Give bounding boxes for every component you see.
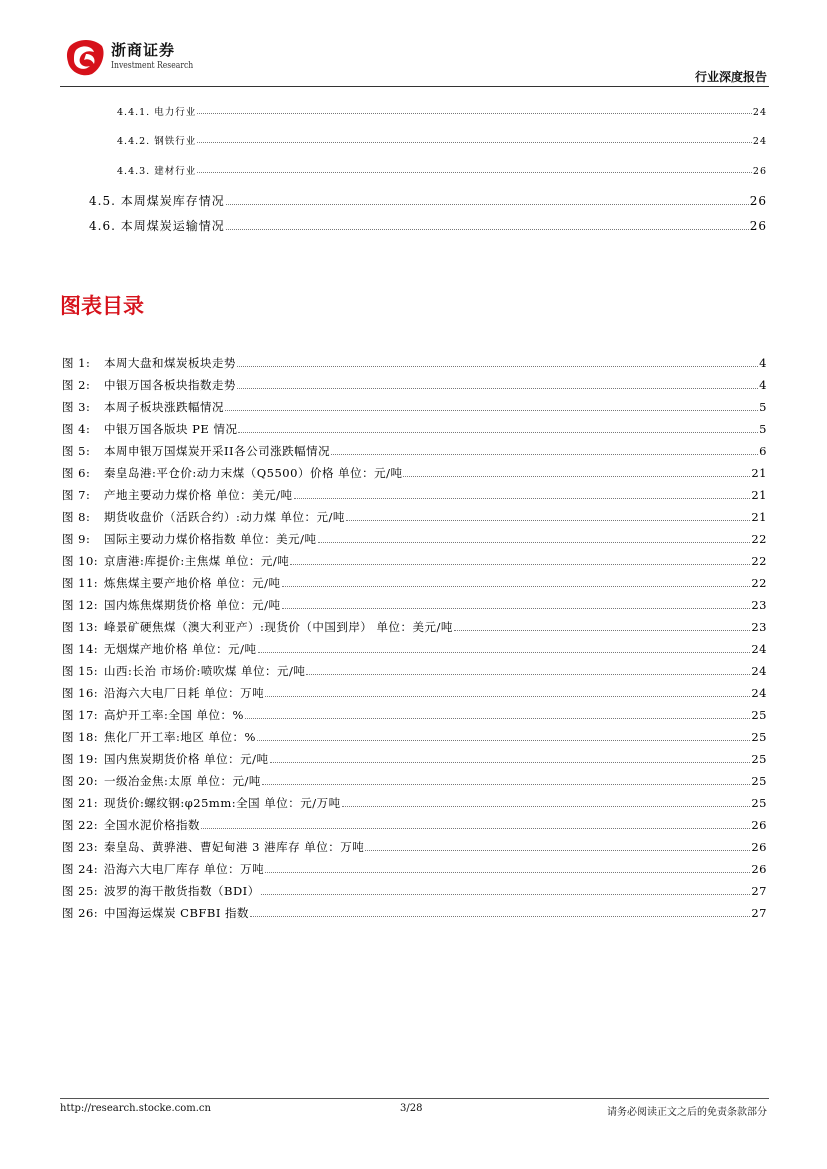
leader-dots <box>197 113 752 114</box>
figure-entry[interactable] <box>62 399 767 415</box>
figure-number: 图 12: <box>62 598 99 612</box>
figure-title: 波罗的海干散货指数（BDI） <box>104 884 260 898</box>
figure-entry[interactable] <box>62 707 767 723</box>
figure-number: 图 8: <box>62 510 91 524</box>
figure-entry[interactable] <box>62 905 767 921</box>
figure-number: 图 10: <box>62 554 99 568</box>
leader-dots <box>306 674 750 675</box>
header-divider <box>60 86 769 87</box>
figure-page: 25 <box>751 730 767 744</box>
figure-entry[interactable] <box>62 421 767 437</box>
figure-entry[interactable] <box>62 663 767 679</box>
figure-title: 中银万国各版块 PE 情况 <box>104 422 238 436</box>
leader-dots <box>201 828 750 829</box>
figure-title: 秦皇岛、黄骅港、曹妃甸港 3 港库存 单位：万吨 <box>104 840 365 854</box>
figure-title: 中银万国各板块指数走势 <box>104 378 236 392</box>
figure-page: 25 <box>751 774 767 788</box>
figure-entry[interactable] <box>62 883 767 899</box>
figure-number: 图 19: <box>62 752 99 766</box>
toc-entry[interactable] <box>89 192 767 209</box>
figure-number: 图 9: <box>62 532 91 546</box>
figure-number: 图 26: <box>62 906 99 920</box>
figure-title: 一级冶金焦:太原 单位：元/吨 <box>104 774 261 788</box>
figure-entry[interactable] <box>62 685 767 701</box>
figure-title: 中国海运煤炭 CBFBI 指数 <box>104 906 250 920</box>
logo-cn-text: 浙商证券 <box>111 41 176 59</box>
leader-dots <box>250 916 750 917</box>
toc-entry[interactable] <box>89 217 767 234</box>
figure-entry[interactable] <box>62 619 767 635</box>
figure-title: 高炉开工率:全国 单位：% <box>104 708 244 722</box>
leader-dots <box>237 366 758 367</box>
figure-title: 期货收盘价（活跃合约）:动力煤 单位：元/吨 <box>104 510 345 524</box>
figure-number: 图 21: <box>62 796 99 810</box>
toc-entry-page: 26 <box>752 166 767 177</box>
toc-entry-label: 4.4.3. 建材行业 <box>117 166 197 177</box>
company-logo <box>64 38 284 82</box>
figure-entry[interactable] <box>62 509 767 525</box>
figure-title: 沿海六大电厂库存 单位：万吨 <box>104 862 265 876</box>
leader-dots <box>226 204 749 205</box>
leader-dots <box>318 542 751 543</box>
figure-page: 23 <box>751 598 767 612</box>
figure-page: 24 <box>751 664 767 678</box>
figure-title: 本周申银万国煤炭开采II各公司涨跌幅情况 <box>104 444 331 458</box>
figure-number: 图 14: <box>62 642 99 656</box>
figure-entry[interactable] <box>62 355 767 371</box>
leader-dots <box>265 872 750 873</box>
logo-en-text: Investment Research <box>111 61 194 71</box>
figure-page: 27 <box>751 906 767 920</box>
leader-dots <box>290 564 750 565</box>
leader-dots <box>403 476 750 477</box>
figure-number: 图 7: <box>62 488 91 502</box>
footer-divider <box>60 1098 769 1099</box>
figure-page: 25 <box>751 796 767 810</box>
figure-entry[interactable] <box>62 575 767 591</box>
figure-title: 全国水泥价格指数 <box>104 818 200 832</box>
figure-number: 图 24: <box>62 862 99 876</box>
figure-number: 图 5: <box>62 444 91 458</box>
figure-title: 山西:长治 市场价:喷吹煤 单位：元/吨 <box>104 664 306 678</box>
figure-number: 图 17: <box>62 708 99 722</box>
leader-dots <box>226 229 749 230</box>
figure-page: 26 <box>751 818 767 832</box>
figure-number: 图 1: <box>62 356 91 370</box>
toc-entry-page: 24 <box>752 136 767 147</box>
figure-entry[interactable] <box>62 861 767 877</box>
figure-page: 22 <box>751 554 767 568</box>
leader-dots <box>365 850 750 851</box>
figure-title: 峰景矿硬焦煤（澳大利亚产）:现货价（中国到岸） 单位：美元/吨 <box>104 620 453 634</box>
leader-dots <box>197 172 752 173</box>
toc-entry-page: 26 <box>749 219 767 233</box>
figure-title: 京唐港:库提价:主焦煤 单位：元/吨 <box>104 554 290 568</box>
leader-dots <box>270 762 751 763</box>
figure-number: 图 25: <box>62 884 99 898</box>
figure-number: 图 4: <box>62 422 91 436</box>
figure-entry[interactable] <box>62 795 767 811</box>
figure-number: 图 15: <box>62 664 99 678</box>
leader-dots <box>331 454 758 455</box>
figure-page: 24 <box>751 686 767 700</box>
figure-title: 现货价:螺纹钢:φ25mm:全国 单位：元/万吨 <box>104 796 341 810</box>
figure-title: 炼焦煤主要产地价格 单位：元/吨 <box>104 576 281 590</box>
figure-page: 24 <box>751 642 767 656</box>
leader-dots <box>257 740 750 741</box>
figure-number: 图 18: <box>62 730 99 744</box>
report-type-label: 行业深度报告 <box>694 70 767 84</box>
figure-number: 图 11: <box>62 576 99 590</box>
leader-dots <box>258 652 751 653</box>
figure-page: 21 <box>751 510 767 524</box>
figure-page: 26 <box>751 840 767 854</box>
figure-page: 5 <box>759 422 767 436</box>
leader-dots <box>265 696 750 697</box>
figure-entry[interactable] <box>62 597 767 613</box>
figure-number: 图 16: <box>62 686 99 700</box>
page-number: 3/28 <box>400 1103 423 1114</box>
figure-entry[interactable] <box>62 641 767 657</box>
figure-entry[interactable] <box>62 553 767 569</box>
figure-page: 22 <box>751 532 767 546</box>
figure-page: 26 <box>751 862 767 876</box>
toc-entry-label: 4.4.2. 钢铁行业 <box>117 136 197 147</box>
figure-title: 本周子板块涨跌幅情况 <box>104 400 224 414</box>
figure-page: 25 <box>751 752 767 766</box>
leader-dots <box>294 498 751 499</box>
leader-dots <box>454 630 750 631</box>
leader-dots <box>238 432 758 433</box>
figure-title: 国内焦炭期货价格 单位：元/吨 <box>104 752 269 766</box>
leader-dots <box>197 142 752 143</box>
figure-entry[interactable] <box>62 773 767 789</box>
figure-number: 图 22: <box>62 818 99 832</box>
figure-entry[interactable] <box>62 817 767 833</box>
figure-title: 秦皇岛港:平仓价:动力末煤（Q5500）价格 单位：元/吨 <box>104 466 403 480</box>
toc-entry-page: 24 <box>752 107 767 118</box>
figure-entry[interactable] <box>62 839 767 855</box>
figure-page: 21 <box>751 466 767 480</box>
figure-page: 25 <box>751 708 767 722</box>
figure-number: 图 20: <box>62 774 99 788</box>
toc-entry[interactable] <box>117 163 767 177</box>
toc-entry-label: 4.6. 本周煤炭运输情况 <box>89 219 225 233</box>
figure-number: 图 2: <box>62 378 91 392</box>
figure-entry[interactable] <box>62 443 767 459</box>
toc-entry[interactable] <box>117 133 767 147</box>
figure-number: 图 6: <box>62 466 91 480</box>
page-header <box>0 0 827 90</box>
figure-entry[interactable] <box>62 465 767 481</box>
leader-dots <box>346 520 750 521</box>
figure-page: 22 <box>751 576 767 590</box>
figure-page: 21 <box>751 488 767 502</box>
toc-entry[interactable] <box>117 104 767 118</box>
figure-title: 焦化厂开工率:地区 单位：% <box>104 730 256 744</box>
leader-dots <box>245 718 750 719</box>
leader-dots <box>342 806 751 807</box>
figure-entry[interactable] <box>62 751 767 767</box>
figure-entry[interactable] <box>62 487 767 503</box>
leader-dots <box>262 784 750 785</box>
figure-page: 23 <box>751 620 767 634</box>
logo-emblem-icon <box>64 38 106 78</box>
footer-url-link[interactable]: http://research.stocke.com.cn <box>60 1103 211 1114</box>
leader-dots <box>261 894 751 895</box>
figure-title: 国内炼焦煤期货价格 单位：元/吨 <box>104 598 281 612</box>
figure-title: 无烟煤产地价格 单位：元/吨 <box>104 642 257 656</box>
toc-entry-label: 4.5. 本周煤炭库存情况 <box>89 194 225 208</box>
figure-entry[interactable] <box>62 531 767 547</box>
figure-title: 沿海六大电厂日耗 单位：万吨 <box>104 686 265 700</box>
figure-number: 图 13: <box>62 620 99 634</box>
figure-title: 国际主要动力煤价格指数 单位：美元/吨 <box>104 532 317 546</box>
figure-page: 6 <box>759 444 767 458</box>
leader-dots <box>282 608 751 609</box>
toc-entry-label: 4.4.1. 电力行业 <box>117 107 197 118</box>
figure-page: 4 <box>759 378 767 392</box>
figure-page: 27 <box>751 884 767 898</box>
figure-number: 图 3: <box>62 400 91 414</box>
leader-dots <box>237 388 758 389</box>
figures-section-title: 图表目录 <box>60 294 144 318</box>
leader-dots <box>225 410 758 411</box>
figure-page: 5 <box>759 400 767 414</box>
figure-page: 4 <box>759 356 767 370</box>
leader-dots <box>282 586 751 587</box>
toc-entry-page: 26 <box>749 194 767 208</box>
figure-title: 产地主要动力煤价格 单位：美元/吨 <box>104 488 293 502</box>
footer-disclaimer: 请务必阅读正文之后的免责条款部分 <box>607 1107 767 1118</box>
figure-number: 图 23: <box>62 840 99 854</box>
figure-entry[interactable] <box>62 729 767 745</box>
figure-entry[interactable] <box>62 377 767 393</box>
figure-title: 本周大盘和煤炭板块走势 <box>104 356 236 370</box>
